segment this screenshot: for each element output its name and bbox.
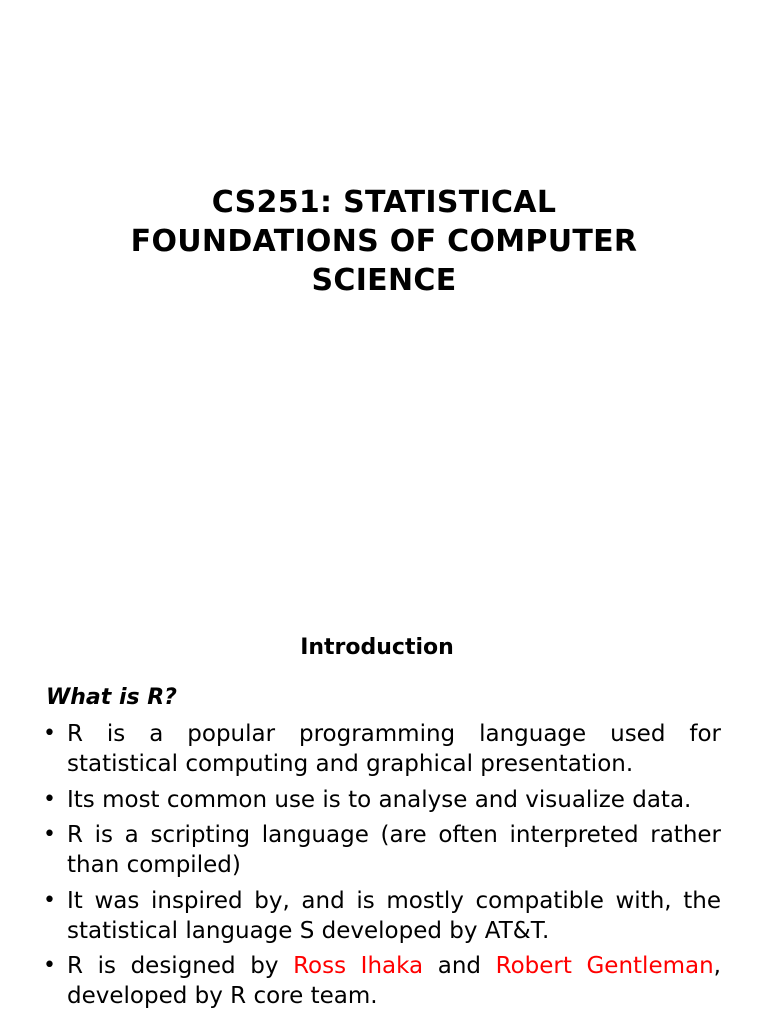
list-item	[43, 886, 721, 946]
designer-connector: and	[423, 953, 496, 979]
designer-suffix: , developed by R core team.	[67, 953, 721, 1009]
document-title	[0, 183, 768, 300]
title-line-2: FOUNDATIONS OF COMPUTER	[130, 224, 638, 259]
bullet-list	[43, 719, 721, 1017]
bullet-text: Its most common use is to analyse and visualize data.	[67, 786, 692, 813]
list-item	[43, 951, 721, 1011]
title-line-3: SCIENCE	[311, 263, 457, 298]
bullet-icon: •	[43, 887, 56, 913]
bullet-text: It was inspired by, and is mostly compatible with, the statistical language S developed by AT&T.	[67, 887, 721, 944]
designer-name-robert-gentleman: Robert Gentleman	[495, 953, 714, 979]
list-item	[43, 719, 721, 779]
designer-prefix: R is designed by	[67, 953, 294, 979]
designer-name-ross-ihaka: Ross Ihaka	[293, 953, 424, 979]
bullet-icon: •	[43, 822, 56, 847]
bullet-icon: •	[43, 721, 56, 746]
section-heading: Introduction	[300, 635, 454, 660]
bullet-icon: •	[43, 786, 56, 812]
question-heading: What is R?	[46, 685, 177, 710]
title-line-1: CS251: STATISTICAL	[211, 185, 557, 220]
bullet-text	[67, 953, 721, 1009]
list-item	[43, 785, 721, 815]
bullet-text: R is a popular programming language used for statistical computing and graphical presentation.	[67, 721, 721, 777]
bullet-icon: •	[43, 953, 56, 978]
bullet-text: R is a scripting language (are often interpreted rather than compiled)	[67, 822, 721, 878]
list-item	[43, 820, 721, 880]
